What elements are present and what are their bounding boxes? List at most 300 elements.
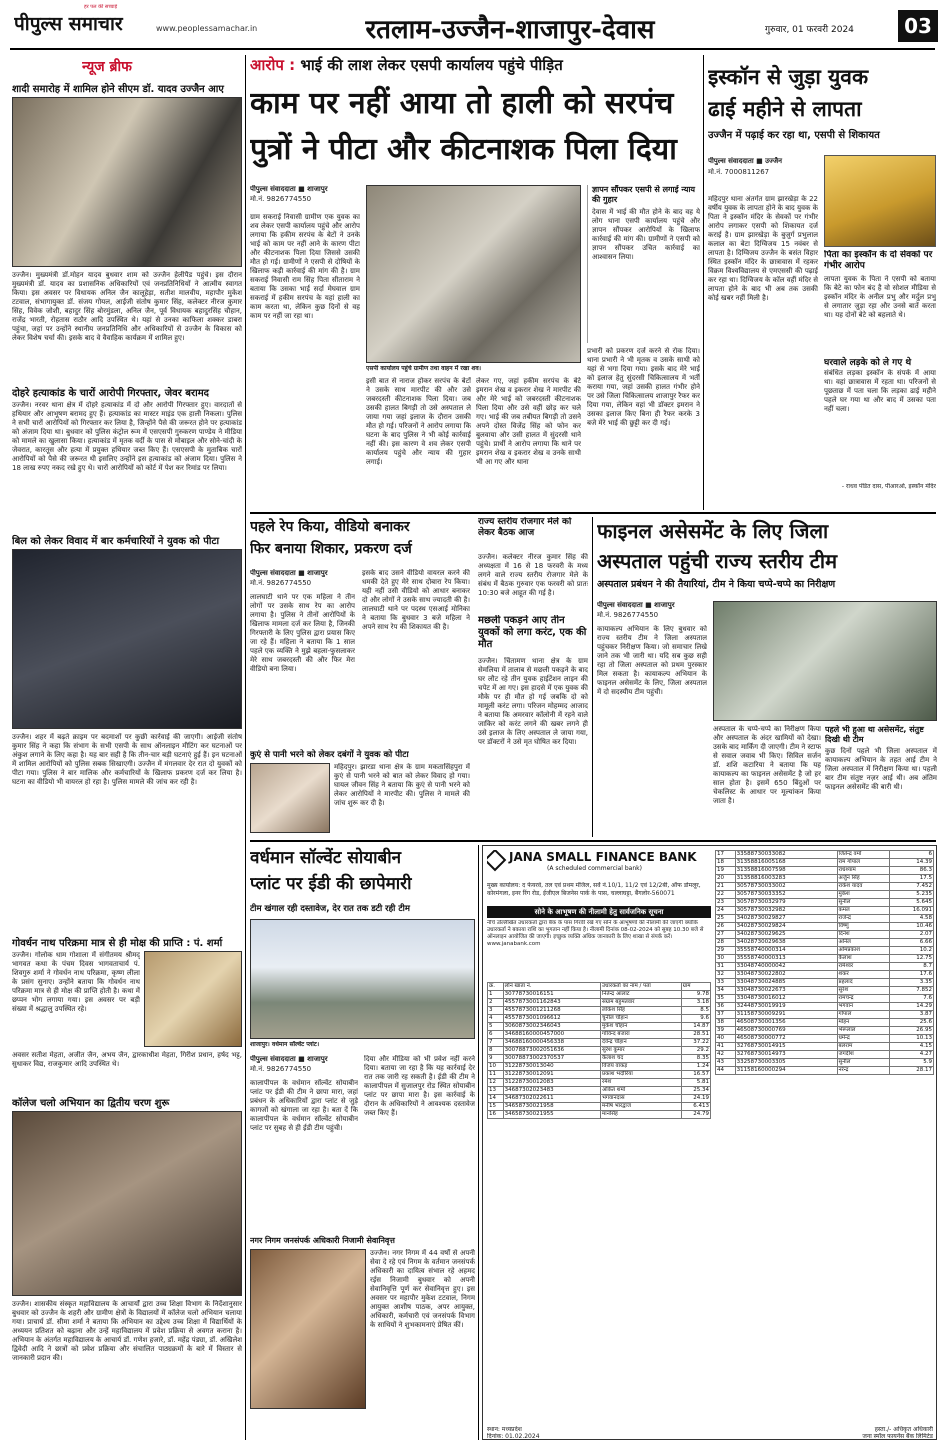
solvent-subhead: टीम खंगाल रही दस्तावेज, देर रात तक डटी रही टीम — [250, 904, 410, 914]
table-cell-wt: 17.6 — [890, 971, 934, 979]
table-cell-acc: 34028730029827 — [735, 915, 837, 923]
brief-item5-text: उज्जैन। शासकीय संस्कृत महाविद्यालय के आचार्यों द्वारा उच्च शिक्षा विभाग के निर्देशानुसार बुधवार को उज्जैन के शहरी और ग्रामीण क्षेत्रों के विद्यालयों में कॉलेज चलो अभियान चलाया गया। प्राचार्य डॉ. सीमा शर्मा ने बताया कि अभियान का उद्देश्य उच्च शिक्षा में विद्यार्थियों के अध्ययन प्रतिशत को बढ़ाना और उन्हें महाविद्यालय में प्रवेश प्रक्रिया से अवगत कराना है। अभियान के अंतर्गत महाविद्यालय के आचार्य डॉ. गणेश हजारे, डॉ. महेंद्र पंड्या, डॉ. अखिलेश द्विवेदी आदि ने छात्रों को प्रवेश प्रक्रिया और संचालित पाठ्यक्रमों के बारे में विस्तार से जानकारी प्रदान की। — [12, 1300, 242, 1362]
table-cell-wt: 10.13 — [890, 1035, 934, 1043]
table-row — [488, 1071, 711, 1079]
college-campaign-photo — [12, 1111, 242, 1296]
table-cell-name: गोपाल — [837, 1011, 890, 1019]
table-cell-n: 29 — [716, 947, 736, 955]
nigam-text: उज्जैन। नगर निगम में 44 वर्षों से अपनी सेवा दे रहे एवं निगम के वर्तमान जनसंपर्क अधिकारी का दायित्व संभाल रहे अहमद रईस निजामी बुधवार को अपनी सेवानिवृत्ति पूर्ण कर सेवानिवृत्त हुए। इस अवसर पर महापौर मुकेश टटवाल, निगम आयुक्त आशीष पाठक, अपर आयुक्त, अधिकारी, कर्मचारी एवं जनसंपर्क विभाग के साथियों ने शुभकामनाएं प्रेषित कीं। — [370, 1249, 475, 1329]
rape-col2: इसके बाद उसने वीडियो वायरल करने की धमकी देते हुए मेरे साथ दोबारा रेप किया। यही नहीं उसी वीडियो को आधार बनाकर दो और लोगों ने उसके साथ ज्यादती की है। लालघाटी थाने पर पदस्थ एसआई मोनिका ने बताया कि बुधवार 3 बजे महिला ने अपने साथ रेप की शिकायत की है। — [362, 569, 470, 631]
iskcon-headline-2: ढाई महीने से लापता — [708, 97, 862, 121]
table-cell-wt: 7.852 — [890, 987, 934, 995]
table-cell-acc: 31158730009291 — [735, 1011, 837, 1019]
table-cell-acc: 33048730024885 — [735, 979, 837, 987]
jana-bank-notice — [482, 845, 937, 1440]
table-cell-wt: 8.35 — [681, 1055, 710, 1063]
lead-headline-2: पुत्रों ने पीटा और कीटनाशक पिला दिया — [250, 132, 677, 167]
table-cell-wt: 26.95 — [890, 1027, 934, 1035]
table-row — [716, 1027, 934, 1035]
table-row — [488, 1103, 711, 1111]
jana-col-header: क्र. — [488, 983, 504, 991]
rape-mobile: मो.नं. 9826774550 — [250, 579, 312, 587]
table-cell-acc: 34658730021955 — [503, 1111, 600, 1119]
table-cell-n: 4 — [488, 1015, 504, 1023]
solvent-mobile: मो.नं. 9826774550 — [250, 1065, 312, 1073]
lead-col4: प्रभारी को प्रकरण दर्ज करने से रोक दिया। थाना प्रभारी ने भी मृतक व उसके साथी को यहां से भगा दिया गया। इसके बाद मेरे भाई को इलाज हेतु सुंदरसी चिकित्सालय में भर्ती कराया गया, जहां उसकी हालत गंभीर होने पर उसे जिला चिकित्सालय शाजापुर रैफर कर दिया गया, लेकिन वहां भी डॉक्टर इमरान ने उसका इलाज किए बिना ही रैफर करके 3 बजे मेरे भाई की छुट्टी कर दी गई। — [587, 347, 700, 427]
job-divider — [592, 517, 593, 837]
table-cell-wt: 25.6 — [890, 1019, 934, 1027]
table-cell-wt: 3.35 — [890, 979, 934, 987]
table-cell-name: रामेश्वर — [837, 963, 890, 971]
jana-table-header-row — [488, 983, 711, 991]
table-cell-name: मुकेश — [837, 891, 890, 899]
table-row — [716, 1067, 934, 1075]
cm-welcome-photo — [12, 97, 242, 267]
table-cell-acc: 30578730033352 — [735, 891, 837, 899]
table-row — [716, 875, 934, 883]
table-cell-n: 12 — [488, 1079, 504, 1087]
table-cell-wt: 25.34 — [681, 1087, 710, 1095]
table-cell-acc: 34687302023483 — [503, 1087, 600, 1095]
page-number: 03 — [898, 10, 938, 42]
table-cell-name: बलराम — [837, 1043, 890, 1051]
table-cell-name: विष्णु — [837, 923, 890, 931]
table-cell-acc: 4557873001211268 — [503, 1007, 600, 1015]
table-cell-acc: 34028730029625 — [735, 931, 837, 939]
table-cell-acc: 31158160000294 — [735, 1067, 837, 1075]
table-cell-name: सुरेश — [837, 987, 890, 995]
table-cell-n: 11 — [488, 1071, 504, 1079]
table-cell-wt: 24.79 — [681, 1111, 710, 1119]
jana-table-right — [715, 850, 934, 1422]
lead-photo-caption: एसपी कार्यालय पहुंचे ग्रामीण तथा वाहन में रखा शव। — [366, 365, 482, 372]
lead-mobile: मो.नं. 9826774550 — [250, 195, 312, 203]
table-cell-n: 34 — [716, 987, 736, 995]
table-row — [716, 1035, 934, 1043]
jana-address: मुख्य कार्यालय: द फेयरवे, तल एवं प्रथम मंजिल, सर्वे नं.10/1, 11/2 एवं 12/2बी, ऑफ डोमलूर, कोरमंगला, इनर रिंग रोड, ईजीएल बिजनेस पार्क के पास, चल्लाघट्टा, बैंगलोर-560071 — [487, 882, 701, 897]
table-cell-wt: 24.19 — [681, 1095, 710, 1103]
table-cell-n: 10 — [488, 1063, 504, 1071]
mid-horizontal-rule — [250, 512, 936, 514]
jana-footer-sign: हस्ता./- अधिकृत अधिकारी — [874, 1426, 933, 1433]
table-row — [716, 955, 934, 963]
table-cell-acc: 4557873001096612 — [503, 1015, 600, 1023]
table-cell-wt: 12.75 — [890, 955, 934, 963]
table-cell-name: रमेश — [601, 1079, 682, 1087]
table-cell-acc: 31228730013040 — [503, 1063, 600, 1071]
table-cell-n: 40 — [716, 1035, 736, 1043]
table-row — [716, 923, 934, 931]
nigam-retirement-photo — [250, 1249, 366, 1409]
lead-sidebox — [587, 185, 700, 343]
table-row — [488, 1023, 711, 1031]
table-cell-wt: 5.235 — [890, 891, 934, 899]
table-cell-name: संग्राम बहुमतवार — [601, 999, 682, 1007]
table-cell-wt: 16.57 — [681, 1071, 710, 1079]
solvent-col1: कालापीपल के वर्धमान सॉल्वेंट सोयाबीन प्लांट पर ईडी की टीम ने छापा मारा, जहां प्रबंधन के अधिकारियों द्वारा प्लांट से जुड़े कागजों को खंगाला जा रहा है। बता दें कि कालापीपल के वर्धमान सॉल्वेंट सोयाबीन प्लांट पर सुबह से ही ईडी टीम पहुंची। — [250, 1079, 358, 1132]
lead-kicker — [250, 55, 700, 75]
job-headline: राज्य स्तरीय रोजगार मेले को लेकर बैठक आज — [478, 517, 572, 538]
jana-logo-icon — [487, 850, 506, 871]
final-sidebox — [825, 725, 937, 835]
table-cell-name: रामचन्द्र — [837, 995, 890, 1003]
table-cell-name: राकेश यादव — [837, 883, 890, 891]
iskcon-quote: - राधव पंडित दास, पीआरओ, इस्कॉन मंदिर — [841, 483, 936, 490]
table-cell-acc: 31228730012083 — [503, 1079, 600, 1087]
table-row — [716, 891, 934, 899]
table-cell-wt: 4.58 — [890, 915, 934, 923]
well-title: कुएं से पानी भरने को लेकर दबंगों ने युवक को पीटा — [250, 750, 409, 760]
table-cell-acc: 46508730000772 — [735, 1035, 837, 1043]
table-cell-wt: 6.66 — [890, 939, 934, 947]
table-cell-n: 31 — [716, 963, 736, 971]
bhagwat-katha-photo — [144, 951, 242, 1047]
table-row — [488, 1087, 711, 1095]
final-headline-1: फाइनल असेसमेंट के लिए जिला — [597, 519, 829, 543]
table-cell-acc: 35558740000314 — [735, 947, 837, 955]
rape-headline-1: पहले रेप किया, वीडियो बनाकर — [250, 519, 410, 535]
table-cell-wt: 37.22 — [681, 1039, 710, 1047]
jana-bank-header — [487, 850, 715, 886]
table-cell-n: 36 — [716, 1003, 736, 1011]
table-cell-n: 27 — [716, 931, 736, 939]
table-cell-acc: 30078873002370537 — [503, 1055, 600, 1063]
table-cell-n: 2 — [488, 999, 504, 1007]
table-cell-n: 17 — [716, 851, 736, 859]
table-cell-name: मुकेश चौहान — [601, 1023, 682, 1031]
table-cell-name: जितेन्द्र वर्मा — [837, 851, 890, 859]
table-cell-wt: 86.3 — [890, 867, 934, 875]
table-cell-acc: 32768730014915 — [735, 1043, 837, 1051]
jana-table-left — [487, 982, 711, 1422]
jana-footer-date: दिनांक: 01.02.2024 — [487, 1433, 540, 1440]
table-cell-name: गोविन्द बंजारा — [601, 1031, 682, 1039]
table-row — [716, 867, 934, 875]
table-row — [488, 1039, 711, 1047]
table-cell-n: 19 — [716, 867, 736, 875]
table-cell-acc: 34028730029638 — [735, 939, 837, 947]
table-cell-acc: 30778730016151 — [503, 991, 600, 999]
jana-col-header: उधारकर्ता का नाम / पता — [601, 983, 682, 991]
table-cell-acc: 30078873002051636 — [503, 1047, 600, 1055]
well-injured-photo — [250, 763, 330, 833]
brief-item4-title: गोवर्धन नाथ परिक्रमा मात्र से ही मोक्ष की प्राप्ति : पं. शर्मा — [12, 938, 223, 949]
table-cell-wt: 14.39 — [890, 859, 934, 867]
table-cell-acc: 31358816007598 — [735, 867, 837, 875]
table-cell-n: 44 — [716, 1067, 736, 1075]
brief-item3-text: उज्जैन। शहर में बढ़ते क्राइम पर बदमाशों पर कुछी कार्रवाई की जाएगी। आईजी संतोष कुमार सिंह ने कहा कि संभाग के सभी एसपी के साथ ऑनलाइन मीटिंग कर घटनाओं पर अंकुश लगाने के लिए कहा है। यह बार सही है कि तीन-चार बड़ी घटनाएं हुई हैं। इन घटनाओं में शामिल आरोपियों को पुलिस सबक सिखाएगी। उज्जैन में मंगलवार देर रात दो युवकों को पीटा गया। पुलिस ने बार मालिक और कर्मचारियों के खिलाफ प्रकरण दर्ज कर लिया है। घटना का वीडियो भी वायरल हो रहा है। पुलिस मामले की जांच कर रही है। — [12, 733, 242, 786]
table-cell-name: राजेन्द्र — [837, 915, 890, 923]
table-cell-name: सुनील — [837, 1059, 890, 1067]
table-cell-n: 5 — [488, 1023, 504, 1031]
masthead-date: गुरुवार, 01 फरवरी 2024 — [765, 25, 854, 35]
table-cell-wt: 5.645 — [890, 899, 934, 907]
solvent-col2: दिया और मीडिया को भी प्रवेश नहीं करने दिया। बताया जा रहा है कि यह कार्रवाई देर रात तक जारी रह सकती है। ईडी की टीम ने कालापीपल में सुजालपुर रोड स्थित सोयाबीन प्लांट पर छापा मारा है। इस कार्रवाई के दौरान के अधिकारियों ने आवश्यक दस्तावेज जब्त किए हैं। — [364, 1055, 475, 1117]
table-cell-name: मानसिंह — [601, 1111, 682, 1119]
solvent-byline: पीपुल्स संवाददाता ■ शाजापुर — [250, 1055, 328, 1063]
rape-story — [250, 517, 470, 837]
table-cell-name: शंकर — [837, 971, 890, 979]
table-cell-wt: 7.452 — [890, 883, 934, 891]
iskcon-byline: पीपुल्स संवाददाता ■ उज्जैन — [708, 157, 783, 165]
brief-item2-title: दोहरे हत्याकांड के चारों आरोपी गिरफ्तार, जेवर बरामद — [12, 388, 209, 399]
solvent-headline-1: वर्धमान सॉल्वेंट सोयाबीन — [250, 848, 402, 868]
table-cell-name: धर्मेन्द्र — [837, 1035, 890, 1043]
table-cell-name: राधेश्याम — [837, 867, 890, 875]
table-row — [488, 1055, 711, 1063]
table-cell-n: 33 — [716, 979, 736, 987]
table-cell-wt: 5.9 — [890, 1059, 934, 1067]
table-cell-name: प्रहलाद — [837, 979, 890, 987]
table-cell-n: 14 — [488, 1095, 504, 1103]
brief-item4-text: उज्जैन। गोलोक धाम गोशाला में संगीतमय श्रीमद् भागवत कथा के पंचम दिवस भागवताचार्य पं. शिवगुरु शर्मा ने गोवर्धन नाथ परिक्रमा, कृष्ण लीला के प्रसंग सुनाए। उन्होंने बताया कि गोवर्धन नाथ परिक्रमा मात्र से ही मोक्ष की प्राप्ति होती है। कथा में छप्पन भोग लगाया गया। इस अवसर पर बड़ी संख्या में श्रद्धालु उपस्थित रहे। — [12, 951, 140, 1013]
lead-col3: लेकर गए, जहां हकीम सरपंच के बेटे इमरान शेख व इकरार शेख ने मारपीट की और मेरे भाई को जबरदस्ती कीटनाशक पिला दिया और उसे वहीं छोड़ कर चले गए। भाई की जब तबीयत बिगड़ी तो उसने अपने दोस्त विजेंद्र सिंह को फोन कर बुलवाया और उसी हालत में सुंदरसी थाने पहुंचे। प्रार्थी ने आरोप लगाया कि थाने पर इमरान शेख व इकरार शेख व उनके साथी भी आ गए और थाना — [476, 377, 581, 466]
table-cell-n: 35 — [716, 995, 736, 1003]
table-cell-wt: 10.46 — [890, 923, 934, 931]
table-cell-wt: 7.6 — [890, 995, 934, 1003]
fish-text: उज्जैन। चिंतामण थाना क्षेत्र के ग्राम सेमलिया में तालाब से मछली पकड़ने के बाद घर लौट रहे तीन युवक हाईटेंशन लाइन की चपेट में आ गए। इस हादसे में एक युवक की मौके पर ही मौत हो गई जबकि दो को मामूली करंट लगा। परिजन मोहम्मद आजाद ने बताया कि अमरवार कॉलोनी में रहने वाले जाकिर को करंट लगने की खबर लगने ही उसे इलाज के लिए अस्पताल ले जाया गया, पर डॉक्टरों ने उसे मृत घोषित कर दिया। — [478, 657, 588, 746]
table-cell-wt: 14.87 — [681, 1023, 710, 1031]
table-cell-wt: 16.091 — [890, 907, 934, 915]
table-row — [488, 999, 711, 1007]
table-row — [488, 1079, 711, 1087]
table-cell-n: 18 — [716, 859, 736, 867]
final-assessment-story — [597, 517, 937, 837]
jana-col-header: लोन खाता नं. — [503, 983, 600, 991]
table-cell-wt: 6.413 — [681, 1103, 710, 1111]
table-row — [716, 931, 934, 939]
masthead — [0, 0, 945, 52]
lead-kicker-label: आरोप : — [250, 56, 296, 74]
fish-title: मछली पकड़ने आए तीन युवकों को लगा करंट, एक की मौत — [478, 615, 587, 650]
bar-fight-photo — [12, 549, 242, 729]
table-row — [488, 1031, 711, 1039]
masthead-rule — [10, 48, 935, 50]
table-cell-name: प्रकाश भदौरिया — [601, 1071, 682, 1079]
iskcon-sub2: घरवाले लड़के को ले गए थे — [824, 358, 912, 368]
table-cell-name: नितेन्द्र आलाट — [601, 991, 682, 999]
table-row — [716, 1003, 934, 1011]
table-cell-n: 16 — [488, 1111, 504, 1119]
table-cell-acc: 30578730032979 — [735, 899, 837, 907]
table-row — [716, 963, 934, 971]
table-cell-name: दिनेश — [837, 931, 890, 939]
jana-col-header: ग्राम — [681, 983, 710, 991]
table-row — [488, 1095, 711, 1103]
table-cell-acc: 33588730033082 — [735, 851, 837, 859]
iskcon-story — [708, 55, 936, 510]
brief-item1-title: शादी समारोह में शामिल होने सीएम डॉ. यादव उज्जैन आए — [12, 84, 224, 95]
table-cell-n: 21 — [716, 883, 736, 891]
lower-horizontal-rule — [250, 840, 936, 842]
table-cell-n: 1 — [488, 991, 504, 999]
table-cell-acc: 31358816003283 — [735, 875, 837, 883]
table-cell-name: विजय वाकड़ — [601, 1063, 682, 1071]
table-cell-name: कैलाश — [837, 955, 890, 963]
table-cell-n: 22 — [716, 891, 736, 899]
table-row — [716, 1059, 934, 1067]
final-col2: अस्पताल के चप्पे-चप्पे का निरीक्षण किया और अस्पताल के अंदर खामियों को देखा। उसके बाद मार्किंग दी जाएगी। टीम ने स्टाफ से सवाल जवाब भी किए। सिविल सर्जन डॉ. शशि कटारिया ने बताया कि यह कायाकल्प का फाइनल असेसमेंट है जो हर साल होता है। इसमें 650 बिंदुओं पर चेकलिस्ट के आधार पर मूल्यांकन किया जाता है। — [713, 725, 821, 805]
table-cell-n: 24 — [716, 907, 736, 915]
rape-col1: लालघाटी थाने पर एक महिला ने तीन लोगों पर उसके साथ रेप का आरोप लगाया है। पुलिस ने तीनों आरोपियों के खिलाफ मामला दर्ज कर लिया है, जिनकी गिरफ्तारी के लिए पुलिस द्वारा प्रयास किए जा रहे हैं। महिला ने बताया कि 1 साल पहले एक व्यक्ति ने मुझे बहला-फुसलाकर मेरे साथ जबरदस्ती की और फिर मेरा वीडियो बना लिया। — [250, 593, 355, 673]
table-cell-acc: 34687302022611 — [503, 1095, 600, 1103]
table-cell-n: 6 — [488, 1031, 504, 1039]
table-cell-wt: 8.7 — [890, 963, 934, 971]
table-row — [488, 1047, 711, 1055]
table-cell-acc: 46508730001356 — [735, 1019, 837, 1027]
brief-item1-text: उज्जैन। मुख्यमंत्री डॉ.मोहन यादव बुधवार शाम को उज्जैन हेलीपैड पहुंचे। इस दौरान मुख्यमंत्री डॉ. यादव का प्रशासनिक अधिकारियों एवं जनप्रतिनिधियों ने आत्मीय स्वागत किया। इस अवसर पर विधायक अनिल जैन कालूहेड़ा, सतीश मालवीय, महापौर मुकेश टटवाल, संभागायुक्त डॉ. संजय गोयल, आईजी संतोष कुमार सिंह, कलेक्टर नीरज कुमार सिंह, विवेक जोशी, बहादुर सिंह बोरमुंडला, अनिल जैन, पूर्व विधायक बहादुरसिंह चौहान, राजेंद्र भारती, रोहतास राठौर आदि उपस्थित थे। यहां से उनका काफिला शक्कर डाबरा पहुंचा, जहां पर उन्होंने स्थानीय जनप्रतिनिधि और अधिकारियों से उज्जैन के विकास को लेकर विशेष चर्चा की। इसके बाद वे वैवाहिक कार्यक्रम में शामिल हुए। — [12, 271, 242, 342]
table-cell-name: अर्जुन सिंह — [837, 875, 890, 883]
iskcon-text: महिदपुर थाना अंतर्गत ग्राम झारखेड़ा के 22 वर्षीय युवक के लापता होने के बाद युवक के पिता ने इस्कॉन मंदिर के सेवकों पर गंभीर आरोप लगाकर एसपी को शिकायत दर्ज कराई है। ग्राम झारखेड़ा के बुजुर्ग प्रभुलाल कलाल का बेटा दिग्विजय 15 नवंबर से लापता है। दिग्विजय उज्जैन के बसंत विहार स्थित इस्कॉन मंदिर के छात्रावास में रहकर विक्रम विश्वविद्यालय से एमएससी की पढ़ाई कर रहा था। दिग्विजय के कॉल वहीं मंदिर से लापता होने के बाद भी अब तक उसकी कोई खबर नहीं मिली है। — [708, 195, 818, 302]
table-cell-acc: 33258730003305 — [735, 1059, 837, 1067]
table-cell-n: 41 — [716, 1043, 736, 1051]
lead-right-divider — [703, 55, 704, 510]
solvent-story — [250, 845, 475, 1440]
table-cell-wt: 3.87 — [890, 1011, 934, 1019]
final-side-text: कुछ दिनों पहले भी जिला अस्पताल में कायाकल्प अभियान के तहत आई टीम ने जिला अस्पताल में निरीक्षण किया था। पहली बार टीम संतुष्ट नज़र आई थी। अब अंतिम फाइनल असेसमेंट की बारी थी। — [825, 747, 937, 791]
jana-notice-title: सोने के आभूषण की नीलामी हेतु सार्वजनिक सूचना — [487, 906, 711, 918]
lead-story — [250, 55, 700, 530]
table-cell-n: 26 — [716, 923, 736, 931]
table-cell-acc: 33048740000042 — [735, 963, 837, 971]
table-cell-wt: 6 — [890, 851, 934, 859]
table-row — [716, 971, 934, 979]
table-cell-acc: 34028730029824 — [735, 923, 837, 931]
table-cell-acc: 33048730016012 — [735, 995, 837, 1003]
table-cell-name: राम गोपाल — [837, 859, 890, 867]
iskcon-cartoon-text: लापता युवक के पिता ने एसपी को बताया कि बेटे का फोन बंद है वो सोशल मीडिया से इस्कॉन मंदिर के अनील प्रभु और मर्दुल प्रभु से लगातार जुड़ा रहा और उनसे बातें करता था। यह दोनों बेटे को बहलाते थे। — [824, 275, 936, 319]
table-row — [716, 947, 934, 955]
table-cell-wt: 28.51 — [681, 1031, 710, 1039]
masthead-logo: पीपुल्स समाचार — [14, 13, 123, 35]
table-row — [716, 915, 934, 923]
lead-col2: इसी बात से नाराज होकर सरपंच के बेटों ने उसके साथ मारपीट की और उसे जबरदस्ती कीटनाशक पिला दिया। जब उसकी हालत बिगड़ी तो उसे अस्पताल ले जाया गया जहां इलाज के दौरान उसकी मौत हो गई। परिजनों ने आरोप लगाया कि घटना के बाद पुलिस ने भी कोई कार्रवाई नहीं की। इस कारण वे शव लेकर एसपी कार्यालय पहुंचे और न्याय की गुहार लगाई। — [366, 377, 471, 466]
news-brief-column — [12, 55, 242, 1440]
jana-bank-name: JANA SMALL FINANCE BANK — [509, 850, 697, 864]
table-row — [716, 907, 934, 915]
table-cell-n: 8 — [488, 1047, 504, 1055]
table-cell-acc: 34658730021958 — [503, 1103, 600, 1111]
brief-item4-people: अवसर सतीश मेहता, अजीत जैन, अभय जैन, द्वारकाधीश मेहता, गिरीश प्रधान, हर्षद भट्ट, सुधाकर विद्य, राजकुमार आदि उपस्थित थे। — [12, 1051, 242, 1068]
iskcon-subhead: उज्जैन में पढ़ाई कर रहा था, एसपी से शिकायत — [708, 130, 880, 141]
table-cell-name: चुनील चौहान — [601, 1015, 682, 1023]
table-cell-wt: 14.29 — [890, 1003, 934, 1011]
final-mobile: मो.नं. 9826774550 — [597, 611, 659, 619]
table-cell-name: कमल — [837, 907, 890, 915]
table-cell-n: 9 — [488, 1055, 504, 1063]
table-cell-n: 23 — [716, 899, 736, 907]
iskcon-cartoon — [824, 155, 936, 247]
final-subhead: अस्पताल प्रबंधन ने की तैयारियां, टीम ने किया चप्पे-चप्पे का निरीक्षण — [597, 579, 836, 590]
table-row — [716, 859, 934, 867]
table-cell-name: मनीष भारद्वाज — [601, 1103, 682, 1111]
iskcon-cartoon-caption: पिता का इस्कॉन के दो सेवकों पर गंभीर आरोप — [824, 250, 933, 271]
final-side-title: पहले भी हुआ था असेसमेंट, संतुष्ट दिखी थी टीम — [825, 725, 924, 744]
table-cell-wt: 9.6 — [681, 1015, 710, 1023]
masthead-website: www.peoplessamachar.in — [156, 24, 258, 33]
table-cell-name: अनिल — [837, 939, 890, 947]
masthead-logo-sub: हर पल की सच्चाई — [84, 4, 118, 10]
lead-side-text: देवास में भाई की मौत होने के बाद वह ये लोग थाना एसपी कार्यालय पहुंचे और ज्ञापन सौंपकर आरोपियों के खिलाफ कार्रवाई की मांग की। ग्रामीणों ने एसपी को ज्ञापन सौंपकर उचित कार्रवाई का आश्वासन लिया। — [592, 208, 700, 261]
table-row — [716, 995, 934, 1003]
left-column-divider — [245, 55, 246, 1440]
solvent-photo-caption: शाजापुर। वर्धमान सॉल्वेंट प्लांट। — [250, 1041, 320, 1048]
rape-byline: पीपुल्स संवाददाता ■ शाजापुर — [250, 569, 328, 577]
table-row — [716, 1051, 934, 1059]
table-cell-acc: 31358816005168 — [735, 859, 837, 867]
table-cell-n: 13 — [488, 1087, 504, 1095]
table-cell-wt: 9.78 — [681, 991, 710, 999]
table-cell-wt: 10.2 — [890, 947, 934, 955]
nigam-title: नगर निगम जनसंपर्क अधिकारी निजामी सेवानिवृत्त — [250, 1236, 395, 1245]
table-cell-wt: 5.81 — [681, 1079, 710, 1087]
jana-footer-bank: जना स्मॉल फायनेंस बैंक लिमिटेड — [862, 1433, 933, 1440]
iskcon-mobile: मो.नं. 7000811267 — [708, 168, 770, 176]
table-row — [716, 939, 934, 947]
brief-item5-title: कॉलेज चलो अभियान का द्वितीय चरण शुरू — [12, 1098, 170, 1109]
table-cell-n: 32 — [716, 971, 736, 979]
table-cell-wt: 3.18 — [681, 999, 710, 1007]
table-cell-wt: 2.07 — [890, 931, 934, 939]
table-row — [716, 987, 934, 995]
well-text: महिदपुर। झारडा थाना क्षेत्र के ग्राम मकतासिंहपुरा में कुएं से पानी भरने को बात को लेकर विवाद हो गया। घायल जीवन सिंह ने बताया कि कुएं से पानी भरने को लेकर आरोपियों ने मारपीट की। पुलिस ने मामले की जांच शुरू कर दी है। — [334, 763, 470, 807]
table-cell-n: 20 — [716, 875, 736, 883]
lead-side-title: ज्ञापन सौंपकर एसपी से लगाई न्याय की गुहार — [592, 185, 696, 204]
table-cell-acc: 31228730012091 — [503, 1071, 600, 1079]
table-cell-n: 30 — [716, 955, 736, 963]
hospital-photo — [713, 601, 937, 721]
table-cell-name: कैलाश चंद — [601, 1055, 682, 1063]
lead-col1: ग्राम सकराई निवासी ग्रामीण एक युवक का शव लेकर एसपी कार्यालय पहुंचे और आरोप लगाया कि हकीम सरपंच के बेटों ने उनके भाई को काम पर नहीं आने के कारण पीटा और कीटनाशक पिला दिया जिससे उसकी मौत हो गई। ग्रामीणों ने एसपी से दोषियों के खिलाफ कड़ी कार्रवाई की मांग की है। ग्राम सकराई निवासी राम सिंह पिता सीताराम ने बताया कि उसका भाई सर्दा मेघवाल ग्राम सकराई में हकीम सरपंच के यहां हाली का काम करता था, लेकिन कुछ दिनों से वह काम पर नहीं जा रहा था। — [250, 213, 360, 320]
table-cell-acc: 30578730033002 — [735, 883, 837, 891]
table-cell-acc: 34688160000456338 — [503, 1039, 600, 1047]
table-cell-acc: 35558740000313 — [735, 955, 837, 963]
table-row — [716, 979, 934, 987]
table-cell-n: 39 — [716, 1027, 736, 1035]
table-cell-acc: 33048730022802 — [735, 971, 837, 979]
iskcon-sub2-text: संबंधित लड़का इस्कॉन के संपर्क में आया था। वहां छात्रावास में रहता था। परिजनों से पूछताछ में पता चला कि लड़का ढाई महीने पहले घर गया था और बाद में उसका पता नहीं चला। — [824, 369, 936, 413]
final-headline-2: अस्पताल पहुंची राज्य स्तरीय टीम — [597, 549, 838, 573]
table-cell-n: 7 — [488, 1039, 504, 1047]
table-cell-acc: 3060873002346043 — [503, 1023, 600, 1031]
table-cell-name: जगदीश — [837, 1051, 890, 1059]
table-cell-name: सुरेश कुमार — [601, 1047, 682, 1055]
table-cell-acc: 32448730019919 — [735, 1003, 837, 1011]
table-cell-name: मोहन — [837, 1019, 890, 1027]
iskcon-headline-1: इस्कॉन से जुड़ा युवक — [708, 65, 869, 89]
table-cell-name: भगवान — [837, 1003, 890, 1011]
table-cell-wt: 8.5 — [681, 1007, 710, 1015]
job-text: उज्जैन। कलेक्टर नीरज कुमार सिंह की अध्यक्षता में 16 से 18 फरवरी के मध्य लगने वाले राज्य स्तरीय रोजगार मेले के संबंध में बैठक गुरुवार एक फरवरी को प्रातः 10:30 बजे आहूत की गई है। — [478, 553, 588, 597]
table-cell-name: सुनील — [837, 899, 890, 907]
table-cell-wt: 1.24 — [681, 1063, 710, 1071]
table-cell-n: 42 — [716, 1051, 736, 1059]
solvent-plant-photo — [250, 919, 475, 1039]
table-cell-name: देवेन्द्र चौहान — [601, 1039, 682, 1047]
table-cell-name: भगवानदास — [601, 1095, 682, 1103]
table-cell-acc: 4557873001162843 — [503, 999, 600, 1007]
final-col1: कायाकल्प अभियान के लिए बुधवार को राज्य स्तरीय टीम ने जिला अस्पताल पहुंचकर निरीक्षण किया। जो समाचार लिखे जाने तक भी जारी था। यदि सब कुछ सही रहा तो जिला अस्पताल को प्रथम पुरस्कार मिल सकता है। कायाकल्प अभियान के फाइनल असेसमेंट के लिए, जिला अस्पताल में दो सदस्यीय टीम पहुंची। — [597, 625, 707, 696]
table-cell-wt: 4.15 — [890, 1043, 934, 1051]
table-cell-name: भेरूलाल — [837, 1027, 890, 1035]
lead-byline: पीपुल्स संवाददाता ■ शाजापुर — [250, 185, 328, 193]
table-cell-name: अंकित शर्मा — [601, 1087, 682, 1095]
table-cell-name: लोकेश सिंह — [601, 1007, 682, 1015]
table-cell-n: 37 — [716, 1011, 736, 1019]
table-row — [488, 991, 711, 999]
job-fair-story — [478, 517, 588, 837]
table-row — [716, 1043, 934, 1051]
